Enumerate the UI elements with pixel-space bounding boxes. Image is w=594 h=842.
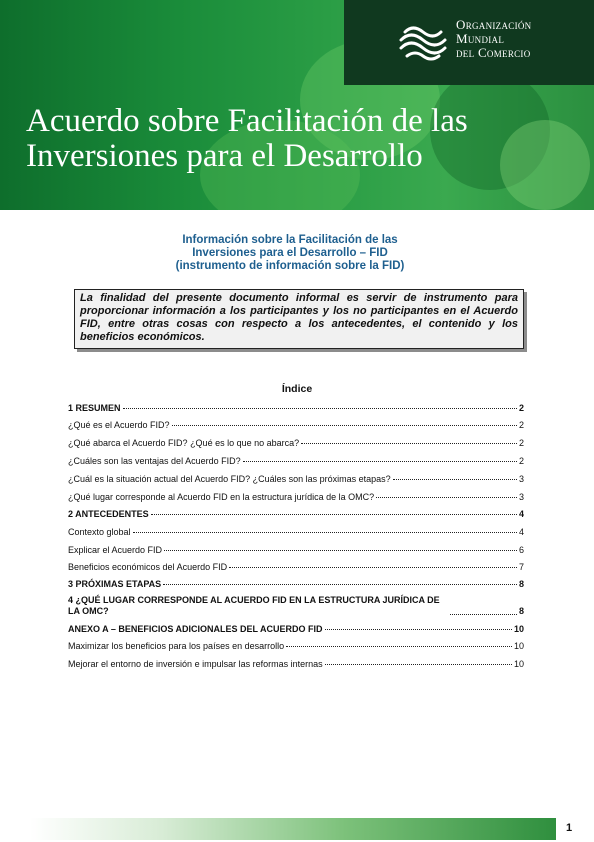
org-name-line: Mundial [456,31,505,46]
toc-entry-label: ¿Qué es el Acuerdo FID? [68,420,170,430]
title-line: Inversiones para el Desarrollo [26,138,423,174]
header-banner [0,0,594,210]
toc-entry-label: ¿Qué abarca el Acuerdo FID? ¿Qué es lo que no abarca? [68,438,300,448]
toc-entry-label: Maximizar los beneficios para los países en desarrollo [68,641,285,651]
toc-leader [164,550,517,551]
toc-entry-label: Explicar el Acuerdo FID [68,545,163,555]
toc-leader [301,443,517,444]
document-title [26,104,586,174]
toc-leader [286,646,512,647]
toc-entry-label: ¿Cuáles son las ventajas del Acuerdo FID? [68,456,241,466]
toc-leader [172,425,517,426]
toc-leader [163,584,517,585]
toc-entry[interactable] [68,509,524,520]
toc-entry-label: ANEXO A – BENEFICIOS ADICIONALES DEL ACUERDO FID [68,624,323,634]
toc-entry[interactable] [68,624,524,635]
toc-entry-label: 3 PRÓXIMAS ETAPAS [68,579,162,589]
toc-entry-label: Beneficios económicos del Acuerdo FID [68,562,228,572]
subtitle-line: (instrumento de información sobre la FID) [175,260,405,272]
document-subtitle [100,234,480,273]
toc-entry-page: 2 [518,403,524,413]
toc-entry-page: 7 [518,562,524,572]
toc-entry[interactable] [68,641,524,652]
title-line: Acuerdo sobre Facilitación de las [26,103,468,139]
toc-entry-page: 2 [518,456,524,466]
index-heading: Índice [281,383,313,395]
toc-entry[interactable] [68,403,524,414]
toc-entry-page: 10 [513,641,524,651]
wto-logo-panel [344,0,594,85]
toc-entry-label: 2 ANTECEDENTES [68,509,149,519]
toc-entry[interactable] [68,456,524,467]
toc-leader [123,408,517,409]
toc-leader [151,514,517,515]
toc-entry[interactable] [68,527,524,538]
toc-entry-page: 8 [518,579,524,589]
toc-leader [325,664,512,665]
toc-entry[interactable] [68,579,524,590]
toc-entry[interactable] [68,474,524,485]
toc-entry-page: 2 [518,420,524,430]
wto-logo-icon [397,18,449,66]
subtitle-line: Inversiones para el Desarrollo – FID [192,247,388,259]
toc-leader [325,629,512,630]
toc-leader [376,497,517,498]
toc-entry-label: ¿Qué lugar corresponde al Acuerdo FID en la estructura jurídica de la OMC? [68,492,375,502]
toc-entry-page: 2 [518,438,524,448]
toc-entry-page: 3 [518,474,524,484]
toc-entry[interactable] [68,562,524,573]
toc-entry-page: 6 [518,545,524,555]
toc-entry-label: ¿Cuál es la situación actual del Acuerdo FID? ¿Cuáles son las próximas etapas? [68,474,391,484]
toc-entry[interactable] [68,593,524,617]
toc-entry-label: 4 ¿QUÉ LUGAR CORRESPONDE AL ACUERDO FID EN LA ESTRUCTURA JURÍDICA DE LA OMC? [68,595,440,616]
toc-leader [243,461,517,462]
toc-entry-page: 4 [518,527,524,537]
org-name-line: del Comercio [456,45,531,60]
page-number: 1 [566,822,573,834]
toc-entry-page: 8 [518,606,524,616]
toc-entry[interactable] [68,545,524,556]
subtitle-line: Información sobre la Facilitación de las [182,234,398,246]
toc-leader [229,567,517,568]
toc-entry[interactable] [68,659,524,670]
toc-leader [133,532,517,533]
org-name-line: Organización [456,17,532,32]
purpose-notice-text: La finalidad del presente documento informal es servir de instrumento para proporcionar información a los participantes y los no participantes en el Acuerdo FID, entre otras cosas con respecto a los antecedentes, el contenido y los beneficios económicos. [80,292,518,343]
organization-name [456,18,591,60]
toc-leader [450,614,517,615]
toc-entry-page: 3 [518,492,524,502]
toc-leader [393,479,517,480]
toc-entry-label: Mejorar el entorno de inversión e impulsar las reformas internas [68,659,323,669]
toc-entry-page: 4 [518,509,524,519]
toc-entry-page: 10 [513,624,524,634]
purpose-notice-box [74,289,524,349]
toc-entry[interactable] [68,492,524,503]
toc-entry[interactable] [68,420,524,431]
toc-entry-page: 10 [513,659,524,669]
toc-entry[interactable] [68,438,524,449]
toc-entry-label: Contexto global [68,527,131,537]
footer-gradient-bar [30,818,556,840]
toc-entry-label: 1 RESUMEN [68,403,121,413]
